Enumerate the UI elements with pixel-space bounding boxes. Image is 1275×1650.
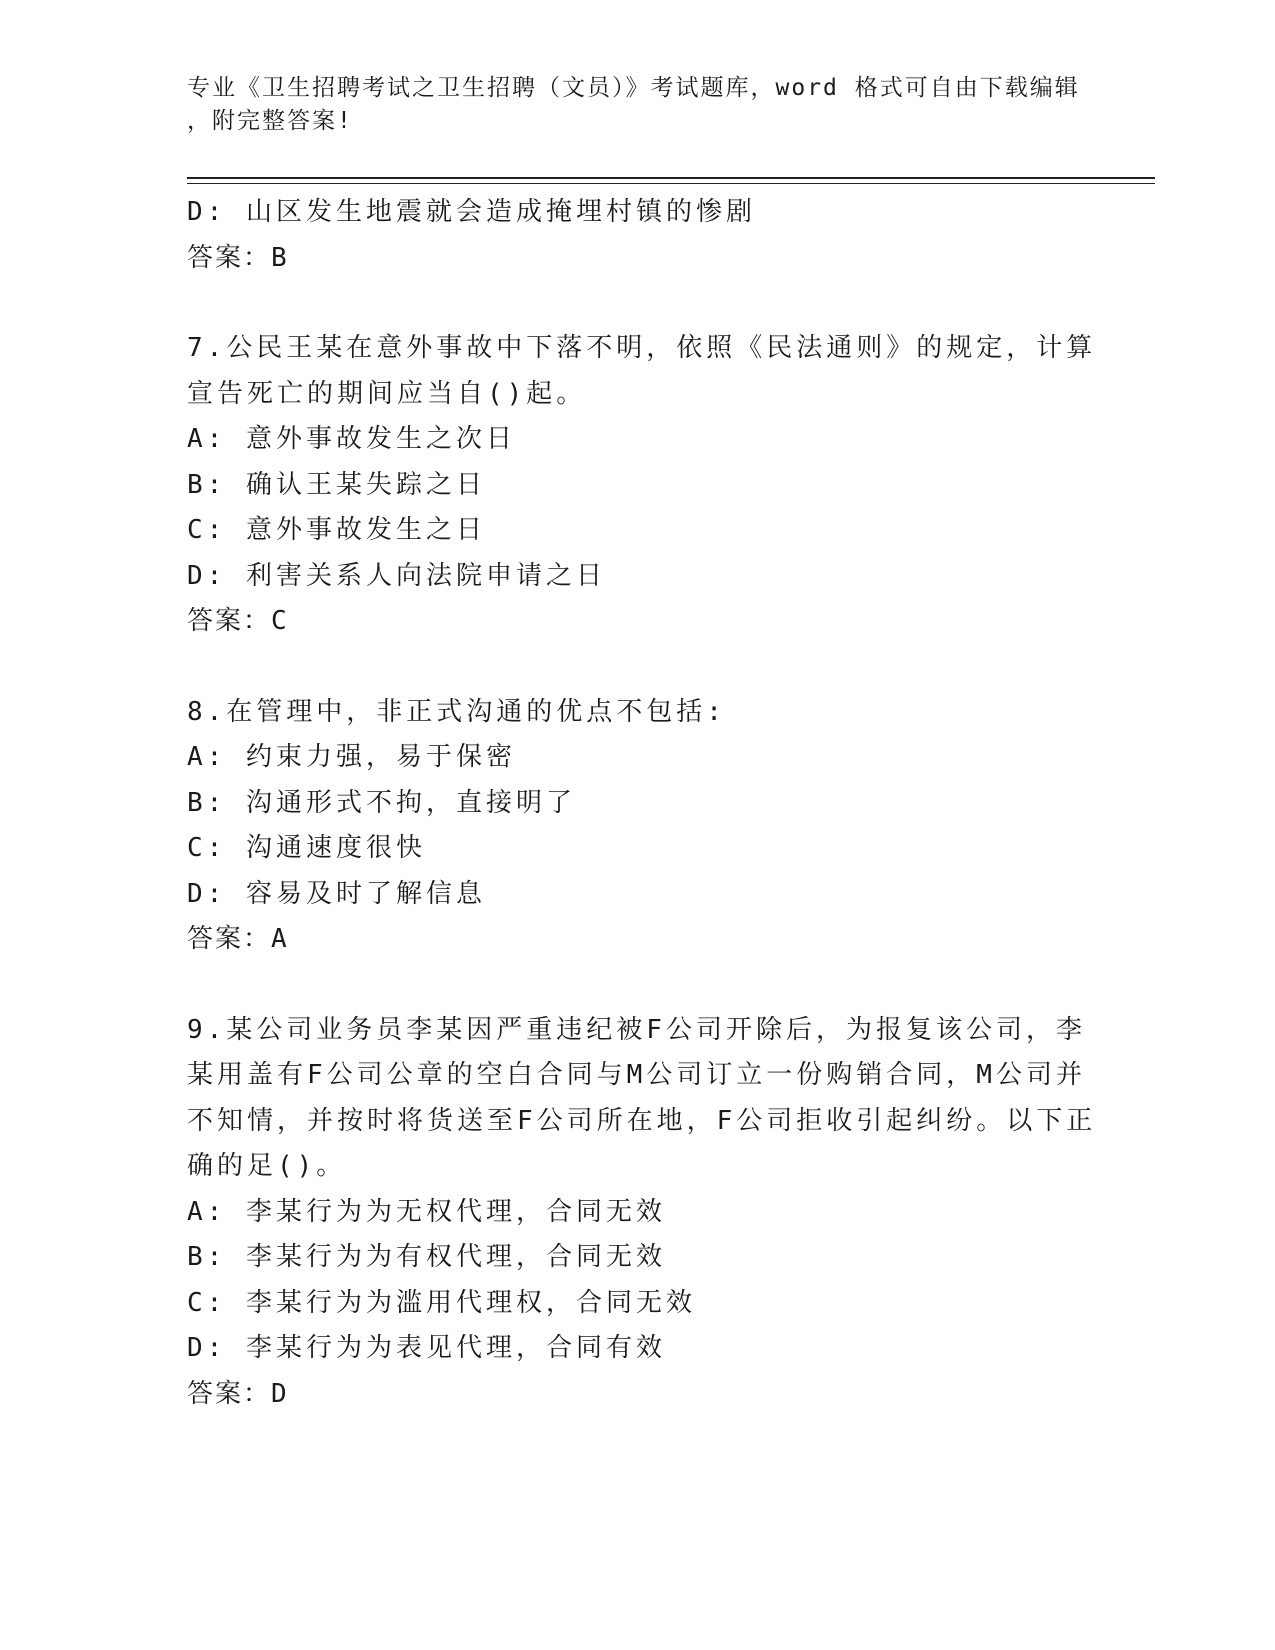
document-header xyxy=(187,72,1087,138)
option-c: C: 沟通速度很快 xyxy=(187,833,426,863)
question-stem-line: 确的足()。 xyxy=(187,1151,347,1181)
header-line-1: 专业《卫生招聘考试之卫生招聘（文员）》考试题库，word 格式可自由下载编辑 xyxy=(187,75,1080,101)
question-9 xyxy=(187,1008,1097,1418)
option-c: C: 李某行为为滥用代理权，合同无效 xyxy=(187,1287,696,1318)
option-d: D: 利害关系人向法院申请之日 xyxy=(187,560,606,591)
question-stem-line: 不知情，并按时将货送至F公司所在地，F公司拒收引起纠纷。以下正 xyxy=(187,1105,1097,1136)
spacer xyxy=(187,281,1087,326)
option-d: D: 容易及时了解信息 xyxy=(187,878,486,909)
question-stem-line: 宣告死亡的期间应当自()起。 xyxy=(187,378,587,409)
previous-question-tail xyxy=(187,190,1087,281)
question-stem-line: 8.在管理中，非正式沟通的优点不包括: xyxy=(187,696,726,727)
question-list xyxy=(187,190,1097,1417)
option-d: D: 李某行为为表见代理，合同有效 xyxy=(187,1333,666,1363)
option-a: A: 李某行为为无权代理，合同无效 xyxy=(187,1196,666,1227)
option-b: B: 李某行为为有权代理，合同无效 xyxy=(187,1242,666,1272)
spacer xyxy=(187,963,1087,1008)
question-stem-line: 某用盖有F公司公章的空白合同与M公司订立一份购销合同，M公司并 xyxy=(187,1060,1086,1090)
answer-line: 答案：C xyxy=(187,606,289,636)
option-d: D: 山区发生地震就会造成掩埋村镇的惨剧 xyxy=(187,197,756,227)
answer-line: 答案：A xyxy=(187,924,289,954)
header-line-2: ，附完整答案! xyxy=(187,108,353,134)
question-8 xyxy=(187,690,1087,963)
spacer xyxy=(187,645,1087,690)
answer-line: 答案：D xyxy=(187,1378,289,1409)
option-b: B: 确认王某失踪之日 xyxy=(187,469,486,500)
question-7 xyxy=(187,326,1097,645)
option-c: C: 意外事故发生之日 xyxy=(187,515,486,545)
header-divider-thick xyxy=(187,177,1155,179)
option-a: A: 意外事故发生之次日 xyxy=(187,424,516,454)
question-stem-line: 7.公民王某在意外事故中下落不明，依照《民法通则》的规定，计算 xyxy=(187,333,1097,363)
option-a: A: 约束力强，易于保密 xyxy=(187,742,516,772)
header-divider-thin xyxy=(187,183,1155,184)
option-b: B: 沟通形式不拘，直接明了 xyxy=(187,787,576,818)
question-stem-line: 9.某公司业务员李某因严重违纪被F公司开除后，为报复该公司，李 xyxy=(187,1014,1086,1045)
answer-line: 答案：B xyxy=(187,242,289,273)
